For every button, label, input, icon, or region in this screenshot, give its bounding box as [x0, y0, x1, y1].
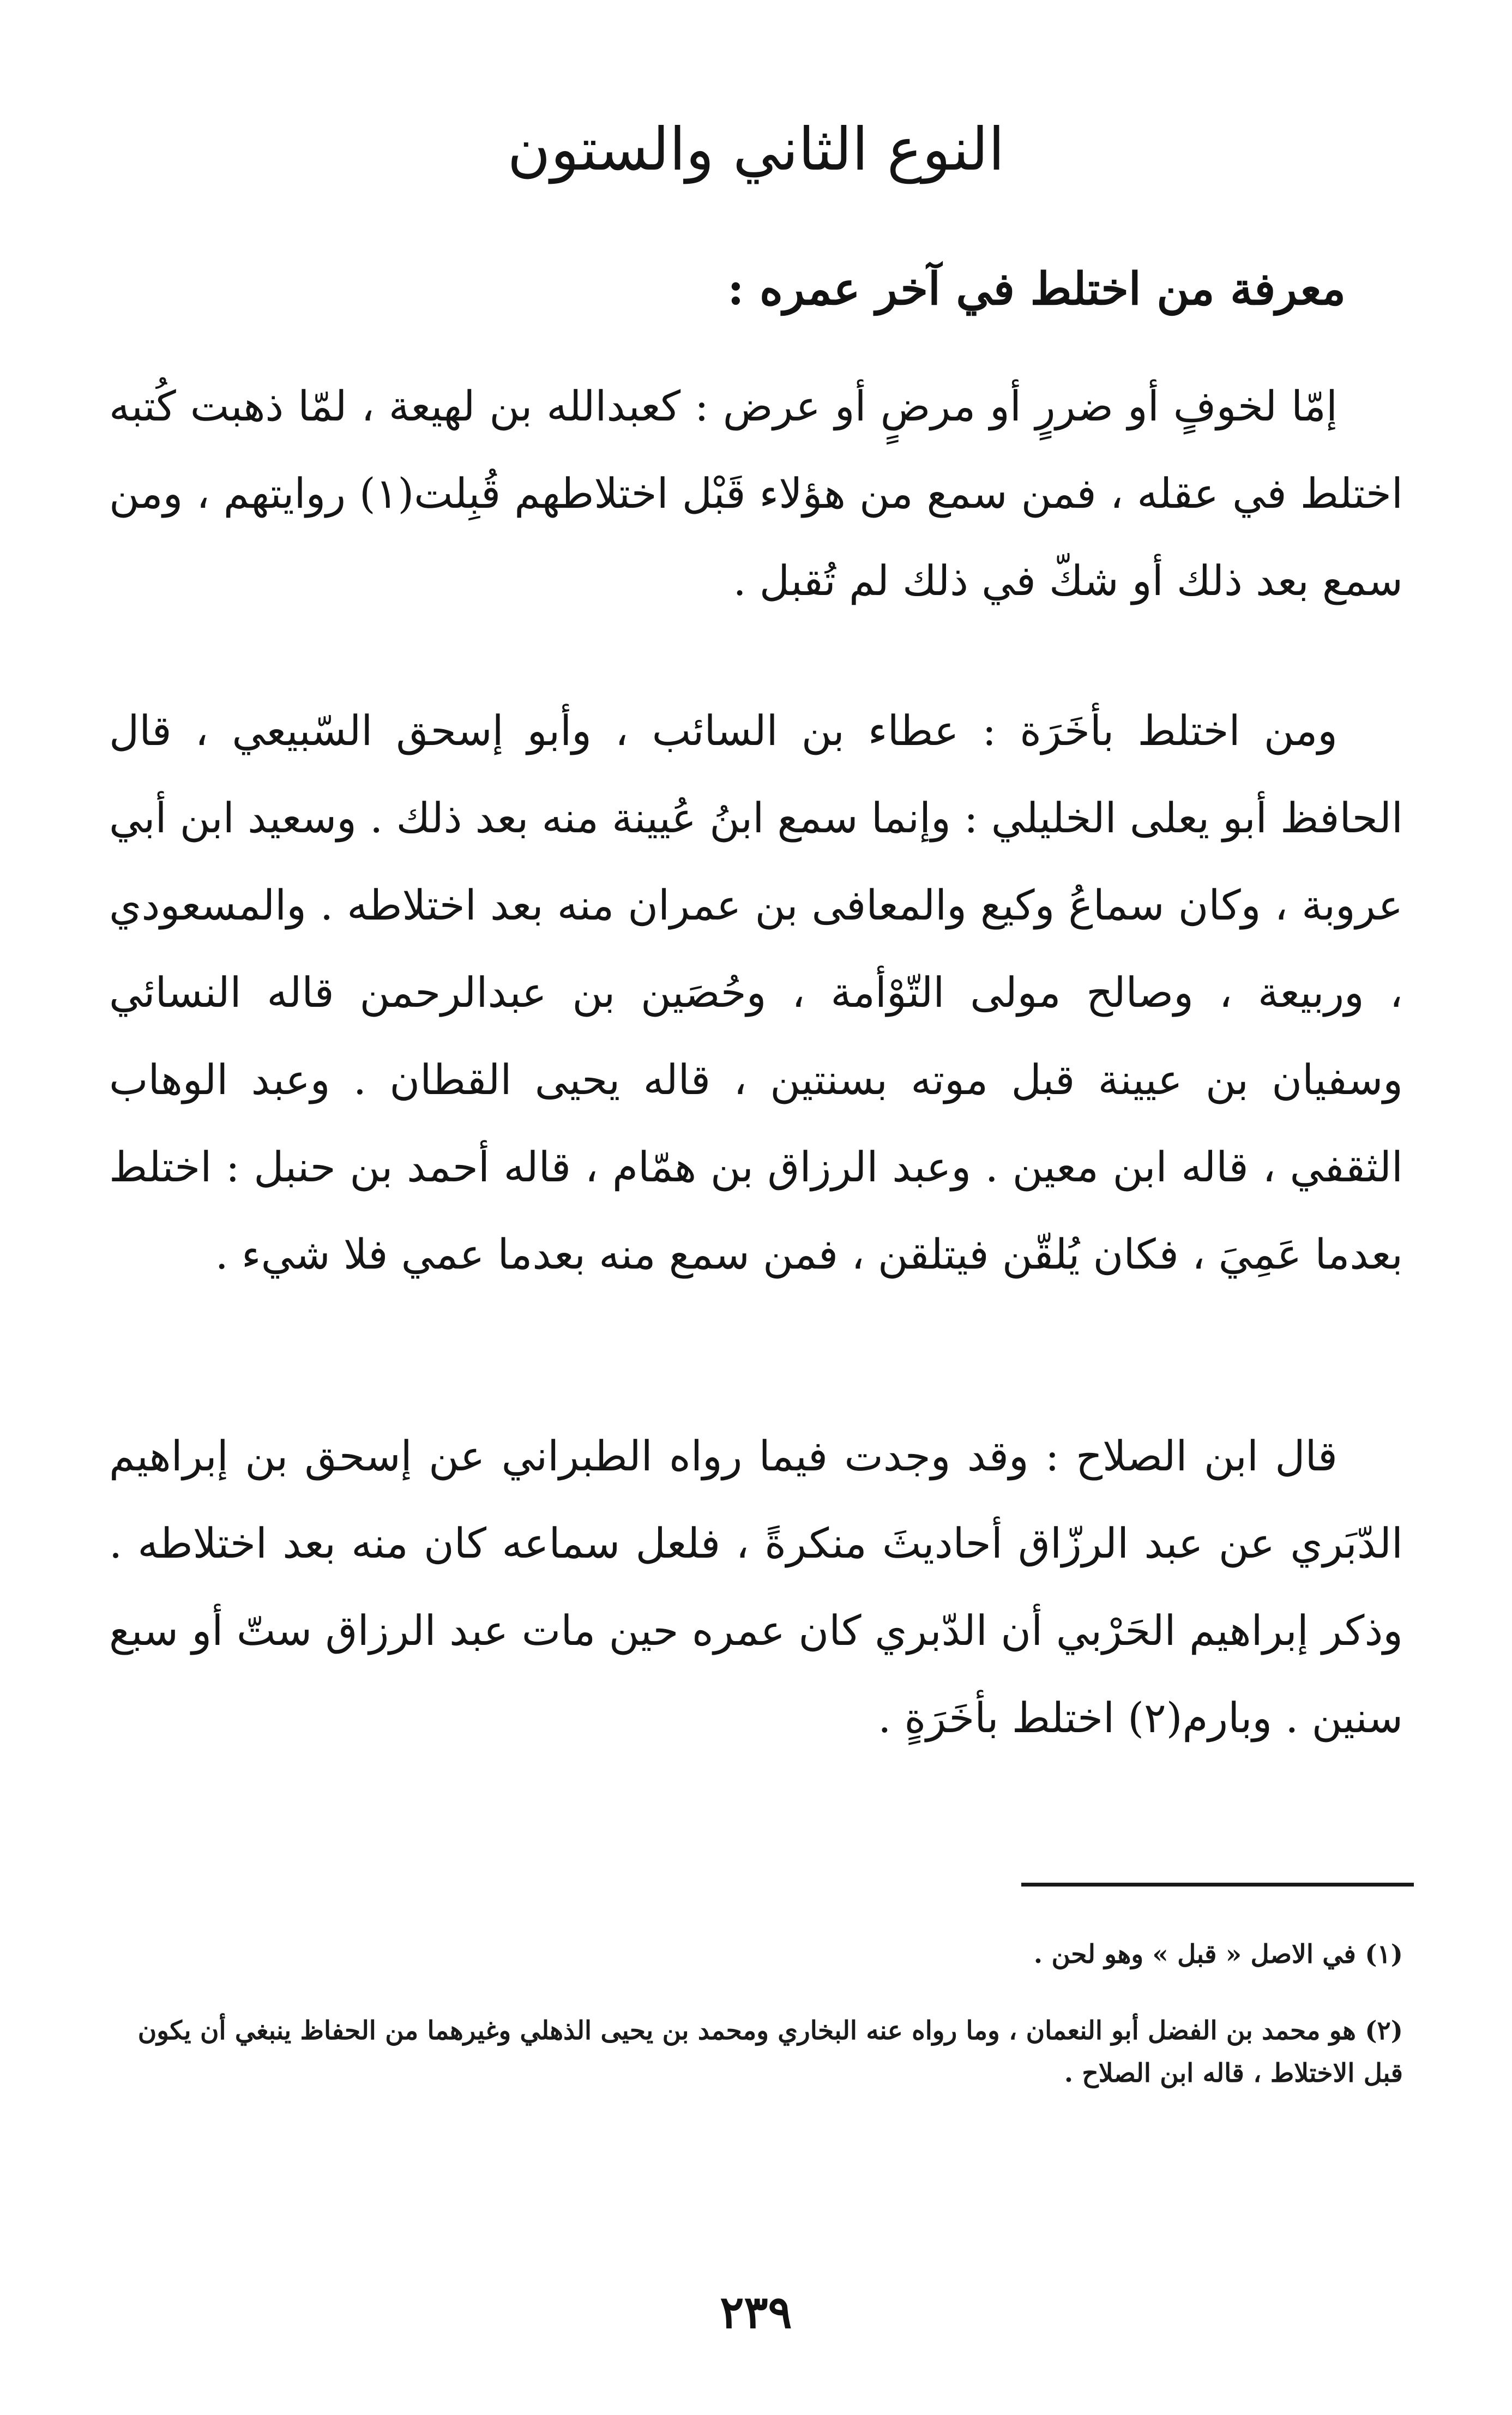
footnote-divider: [1021, 1883, 1414, 1887]
paragraph-3: قال ابن الصلاح : وقد وجدت فيما رواه الطبراني عن إسحق بن إبراهيم الدّبَري عن عبد الرزّاق أحاديثَ منكرةً ، فلعل سماعه كان منه بعد اختلاطه . وذكر إبراهيم الحَرْبي أن الدّبري كان عمره حين مات عبد الرزاق ستّ أو سبع سنين . وبارم(٢) اختلط بأخَرَةٍ .: [109, 1432, 1403, 1742]
paragraph-2: ومن اختلط بأخَرَة : عطاء بن السائب ، وأبو إسحق السّبيعي ، قال الحافظ أبو يعلى الخليلي : وإنما سمع ابنُ عُيينة منه بعد ذلك . وسعيد ابن أبي عروبة ، وكان سماعُ وكيع والمعافى بن عمران منه بعد اختلاطه . والمسعودي ، وربيعة ، وصالح مولى التّوْأمة ، وحُصَين بن عبدالرحمن قاله النسائي وسفيان بن عيينة قبل موته بسنتين ، قاله يحيى القطان . وعبد الوهاب الثقفي ، قاله ابن معين . وعبد الرزاق بن همّام ، قاله أحمد بن حنبل : اختلط بعدما عَمِيَ ، فكان يُلقّن فيتلقن ، فمن سمع منه بعدما عمي فلا شيء .: [109, 706, 1403, 1278]
footnote-1: (١) في الاصل « قبل » وهو لحن .: [1033, 1939, 1403, 1969]
section-title: معرفة من اختلط في آخر عمره :: [727, 263, 1346, 315]
page-number: ٢٣٩: [720, 2286, 792, 2339]
chapter-title: النوع الثاني والستون: [507, 116, 1005, 184]
paragraph-1: إمّا لخوفٍ أو ضررٍ أو مرضٍ أو عرض : كعبدالله بن لهيعة ، لمّا ذهبت كُتبه اختلط في عقله ، فمن سمع من هؤلاء قَبْل اختلاطهم قُبِلت(١) روايتهم ، ومن سمع بعد ذلك أو شكّ في ذلك لم تُقبل .: [109, 382, 1403, 605]
footnote-2: (٢) هو محمد بن الفضل أبو النعمان ، وما رواه عنه البخاري ومحمد بن يحيى الذهلي وغيرهما من الحفاظ ينبغي أن يكون قبل الاختلاط ، قاله ابن الصلاح .: [137, 2016, 1403, 2088]
